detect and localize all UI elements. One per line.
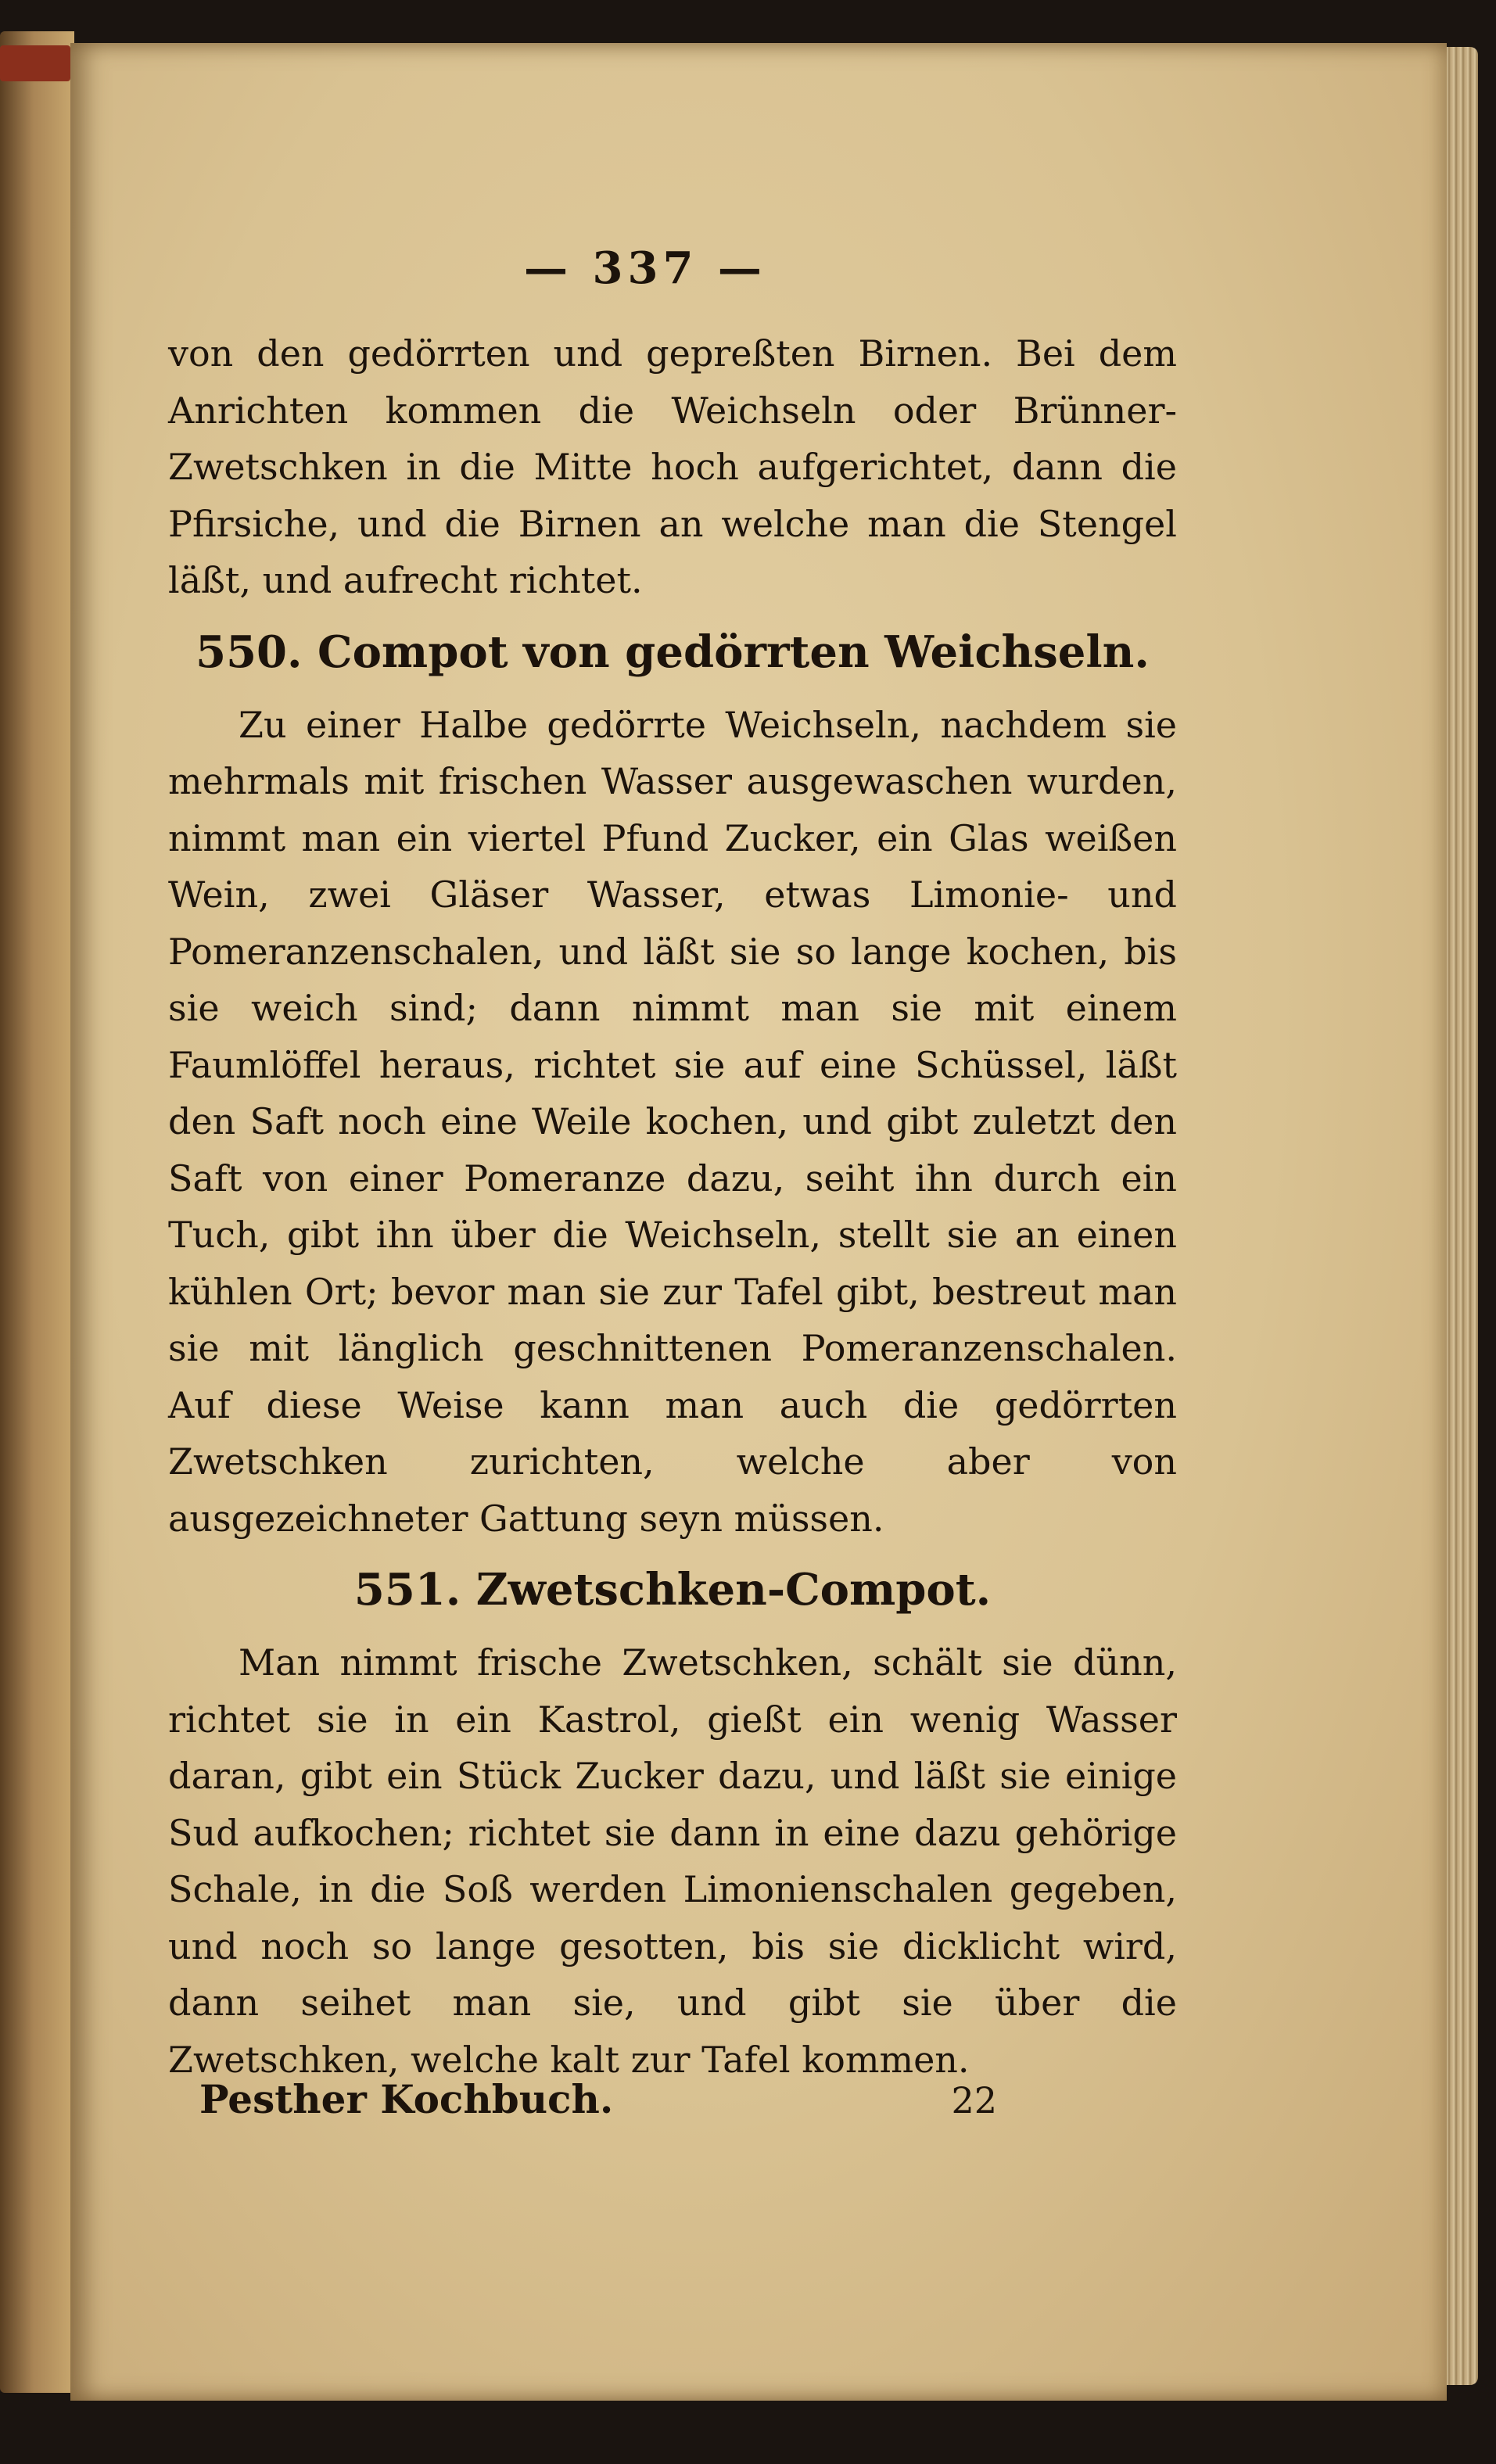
recipe-551-heading: 551. Zwetschken-Compot.: [353, 1564, 992, 1616]
recipe-551-text: Man nimmt frische Zwetschken, schält sie dünn, richtet sie in ein Kastrol, gießt ein wenig Wasser daran, gibt ein Stück Zucker dazu, und läßt sie einige Sud aufkochen; richtet sie dann in eine dazu gehörige Schale, in die Soß werden Limonienschalen gegeben, und noch so lange gesotten, bis sie dicklicht wird, dann seihet man sie, und gibt sie über die Zwetschken, welche kalt zur Tafel kommen.: [168, 1641, 1177, 2081]
bookmark-ribbon: [0, 45, 70, 81]
signature-mark: 22: [951, 2079, 997, 2121]
recipe-550-heading: 550. Compot von gedörrten Weichseln.: [196, 626, 1150, 678]
page-footer: [199, 2076, 997, 2122]
book-title: Pesther Kochbuch.: [199, 2076, 614, 2122]
left-page-edge: [0, 31, 74, 2393]
intro-paragraph: von den gedörrten und gepreßten Birnen. Bei dem Anrichten kommen die Weichseln oder Brünner-Zwetschken in die Mitte hoch aufgerichtet, dann die Pfirsiche, und die Birnen an welche man die Stengel läßt, und aufrecht richtet.: [168, 332, 1177, 601]
page-text: [168, 242, 1177, 2088]
recipe-550-text: Zu einer Halbe gedörrte Weichseln, nachdem sie mehrmals mit frischen Wasser ausgewaschen wurden, nimmt man ein viertel Pfund Zucker, ein Glas weißen Wein, zwei Gläser Wasser, etwas Limonie- und Pomeranzenschalen, und läßt sie so lange kochen, bis sie weich sind; dann nimmt man sie mit einem Faumlöffel heraus, richtet sie auf eine Schüssel, läßt den Saft noch eine Weile kochen, und gibt zuletzt den Saft von einer Pomeranze dazu, seiht ihn durch ein Tuch, gibt ihn über die Weichseln, stellt sie an einen kühlen Ort; bevor man sie zur Tafel gibt, bestreut man sie mit länglich geschnittenen Pomeranzenschalen. Auf diese Weise kann man auch die gedörrten Zwetschken zurichten, welche aber von ausgezeichneter Gattung seyn müssen.: [168, 703, 1177, 1540]
page-number: — 337 —: [524, 242, 766, 294]
